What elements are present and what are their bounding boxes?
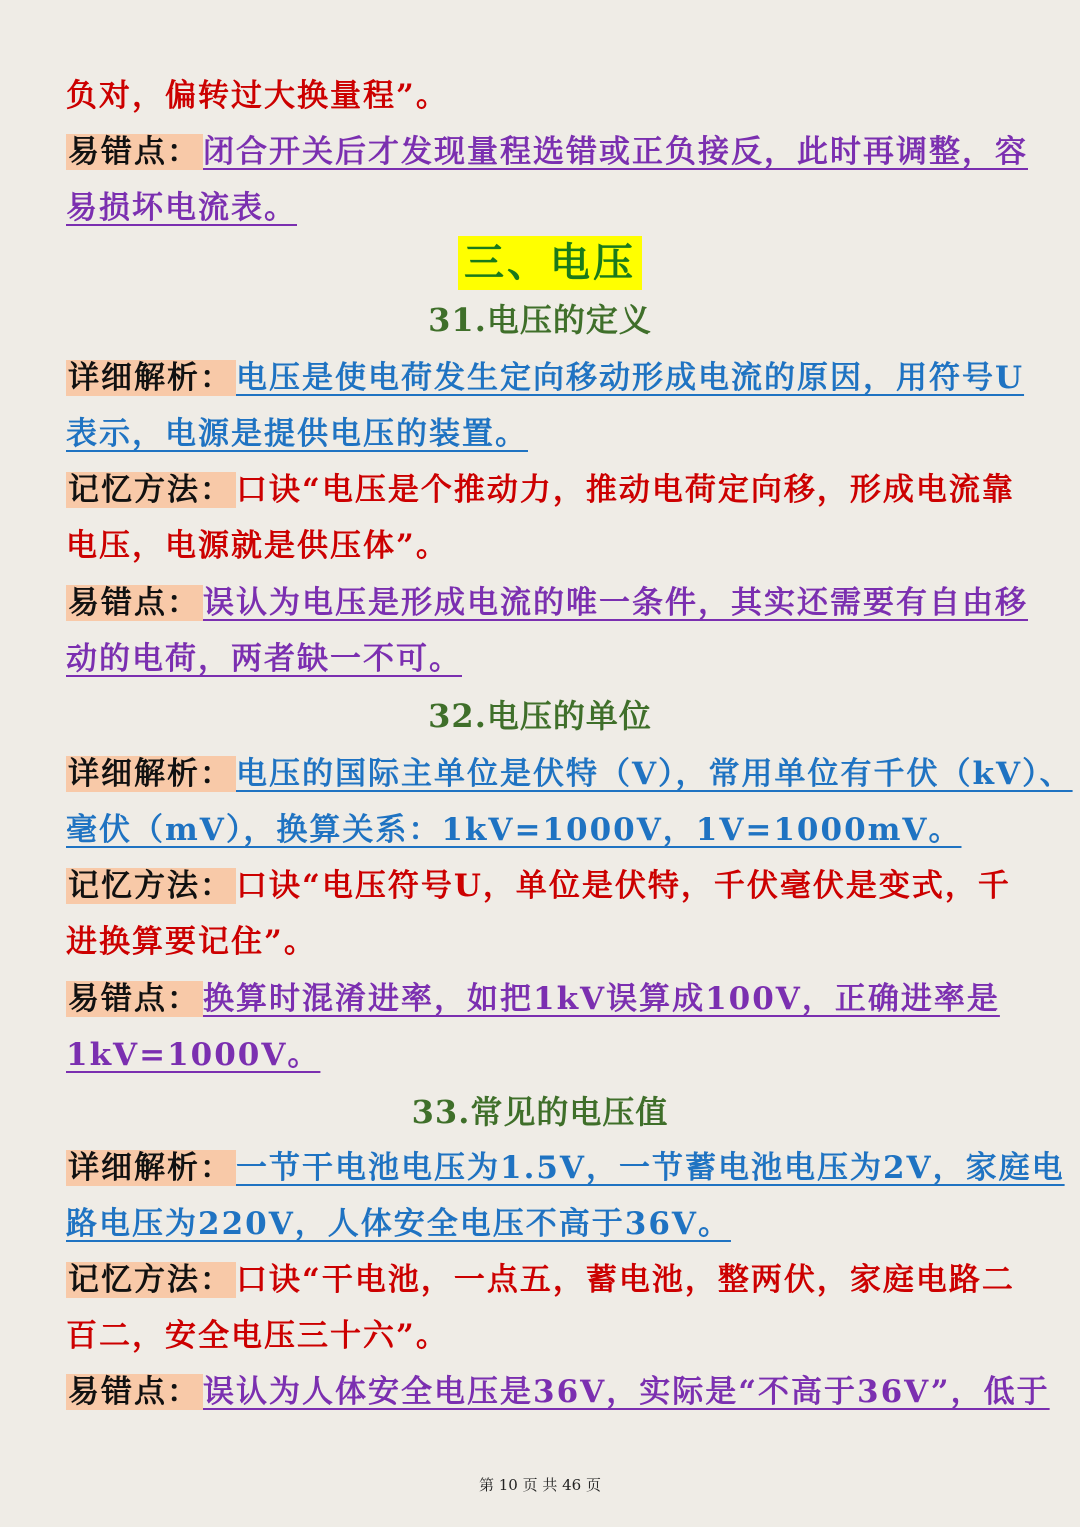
detail-line bbox=[66, 808, 962, 852]
error-text: 1kV=1000V。 bbox=[66, 1037, 321, 1073]
detail-line bbox=[66, 1146, 1065, 1190]
detail-label: 详细解析： bbox=[66, 1150, 236, 1186]
memory-line bbox=[66, 468, 1015, 512]
error-paragraph-line bbox=[66, 130, 1028, 174]
memory-text: 百二，安全电压三十六”。 bbox=[66, 1318, 449, 1354]
section-title: 三、电压 bbox=[458, 236, 642, 290]
error-text: 误认为电压是形成电流的唯一条件，其实还需要有自由移 bbox=[203, 585, 1028, 621]
error-line bbox=[66, 977, 1000, 1021]
memory-text: 口诀“电压是个推动力，推动电荷定向移，形成电流靠 bbox=[236, 472, 1015, 508]
memory-text: 进换算要记住”。 bbox=[66, 924, 317, 960]
error-label: 易错点： bbox=[66, 585, 203, 621]
error-text: 动的电荷，两者缺一不可。 bbox=[66, 641, 462, 677]
memory-label: 记忆方法： bbox=[66, 472, 236, 508]
error-line bbox=[66, 581, 1028, 625]
memory-text: 口诀“电压符号U，单位是伏特，千伏毫伏是变式，千 bbox=[236, 868, 1011, 904]
detail-line bbox=[66, 356, 1024, 400]
detail-label: 详细解析： bbox=[66, 756, 236, 792]
memory-text: 口诀“干电池，一点五，蓄电池，整两伏，家庭电路二 bbox=[236, 1262, 1015, 1298]
memory-text: 电压，电源就是供压体”。 bbox=[66, 528, 449, 564]
error-text: 误认为人体安全电压是36V，实际是“不高于36V”，低于 bbox=[203, 1374, 1050, 1410]
error-text: 易损坏电流表。 bbox=[66, 190, 297, 226]
detail-text: 表示，电源是提供电压的装置。 bbox=[66, 416, 528, 452]
item-heading: 33.常见的电压值 bbox=[411, 1093, 669, 1131]
error-paragraph-line bbox=[66, 186, 297, 230]
detail-text: 一节干电池电压为1.5V，一节蓄电池电压为2V，家庭电 bbox=[236, 1150, 1065, 1186]
memory-label: 记忆方法： bbox=[66, 1262, 236, 1298]
error-line bbox=[66, 637, 462, 681]
error-text: 换算时混淆进率，如把1kV误算成100V，正确进率是 bbox=[203, 981, 1000, 1017]
memory-label: 记忆方法： bbox=[66, 868, 236, 904]
detail-text: 路电压为220V，人体安全电压不高于36V。 bbox=[66, 1206, 731, 1242]
detail-line bbox=[66, 752, 1073, 796]
error-line bbox=[66, 1370, 1050, 1414]
error-label: 易错点： bbox=[66, 981, 203, 1017]
item-heading: 32.电压的单位 bbox=[428, 697, 652, 735]
detail-label: 详细解析： bbox=[66, 360, 236, 396]
detail-line bbox=[66, 412, 528, 456]
detail-text: 电压的国际主单位是伏特（V），常用单位有千伏（kV）、 bbox=[236, 756, 1073, 792]
memory-line bbox=[66, 864, 1011, 908]
error-line bbox=[66, 1033, 320, 1077]
memory-line bbox=[66, 1258, 1015, 1302]
error-label: 易错点： bbox=[66, 134, 203, 170]
error-text: 闭合开关后才发现量程选错或正负接反，此时再调整，容 bbox=[203, 134, 1028, 170]
detail-text: 毫伏（mV），换算关系：1kV=1000V，1V=1000mV。 bbox=[66, 812, 962, 848]
detail-line bbox=[66, 1202, 731, 1246]
item-heading: 31.电压的定义 bbox=[428, 301, 652, 339]
memory-continuation: 负对，偏转过大换量程”。 bbox=[66, 78, 449, 114]
page-footer: 第 10 页 共 46 页 bbox=[478, 1476, 601, 1494]
error-label: 易错点： bbox=[66, 1374, 203, 1410]
detail-text: 电压是使电荷发生定向移动形成电流的原因，用符号U bbox=[236, 360, 1025, 396]
